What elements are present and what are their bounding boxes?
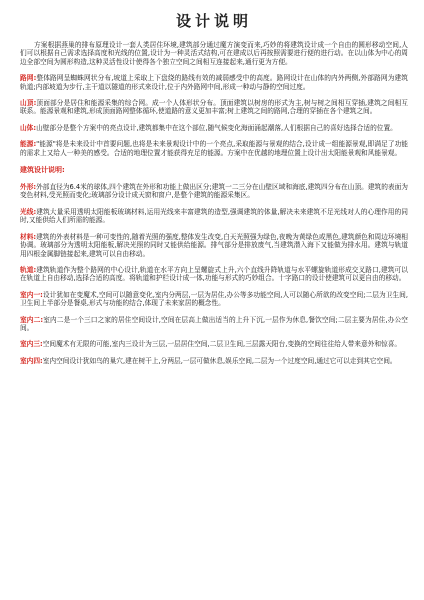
section-label: 轨道: [20,265,37,274]
page-title: 设计说明 [175,12,252,30]
section-text: 室内二是一个三口之家的居住空间设计,空间在层高上做出适当的上升下沉,一层作为休息,餐饮空间;二层主要为居住,办公空间。 [20,315,408,332]
section-text: 整体路网呈蜘蛛网状分布,坡道上采取上下盘绕的路线有效的减弱感受中的高度。路网设计在山体的内外两侧,外部路网为建筑轨道;内部坡道为步行,主干道以隧道的形式来设计,位于内外路网中间,形成一种动与静的空间过度。 [20,74,408,91]
section-shape [20,183,408,200]
section-label: 山顶: [20,99,37,108]
building-design-heading: 建筑设计说明: [20,166,65,175]
section-text: 建筑大量采用透明太阳能板玻璃材料,运用光线来丰富建筑的造型,强调建筑的体量,解决未来建筑不足光线对人的心理作用的同时,又能供给人们所需的能源。 [20,207,408,225]
section-label: 山体: [20,123,37,132]
section-track [20,266,408,283]
section-interior-1 [20,291,408,308]
section-energy [20,140,408,157]
section-text: 山壁部分是整个方案中的亮点设计,建筑都集中在这个部位,随气候变化海面涌起潮落,人们根据自己的喜好选择合适的位置。 [36,123,397,132]
section-text: 设计犹如在变魔术,空间可以随意变化,室内分两层,一层为居住,办公等多功能空间,人可以随心所欲的改变空间;二层为卫生间,卫生间上半部分是餐桌,形式与功能的结合,体现了未来家居的概念性。 [20,290,408,308]
section-interior-2 [20,316,408,333]
section-label: 室内二: [20,315,44,324]
section-text: 外部直径为6.4米的球体,四个建筑在外形和功能上做出区分;建筑一二三分在山壁区域和海底,建筑四分布在山顶。建筑的表面为变色材料,受光照而变化;玻璃部分设计成天窗和窗户,是整个建筑的能源采集区。 [20,183,408,200]
section-text: 空间魔术有无限的可能,室内三设计为三层,一层居住空间,二层卫生间,三层露天阳台,变换的空间往往给人带来意外和惊喜。 [42,340,402,349]
section-text: "能源"将是未来设计中首要问题,也将是未来景观设计中的一个亮点,采取能源与景观的结合,设计成一组能源景观,即满足了功能的需求上又给人一种美的感受。合适的地理位置才能获得充足的能源。方案中在优越的地理位置上设计出太阳能景观和风能景观。 [20,140,408,157]
section-light [20,208,408,225]
section-text: 建筑的外表材料是一种可变性的,随着光照的强度,整体发生改变,白天光照强为绿色,夜晚为黄绿色或黑色,建筑颜色和周边环境相协调。玻璃部分为透明太阳能板,解决光照的同时又能供给能源。排气部分是排放废气,当建筑潜入海下又能做为排水用。建筑与轨道用四根金属脚链接起来,建筑可以自由移动。 [20,232,408,258]
building-sections [20,183,408,365]
section-interior-3 [20,340,408,348]
section-label: 能源: [20,140,37,149]
intro-paragraph: 方案根据燕巢的排布原理设计一套人类居住环境,建筑部分通过魔方演变而来,巧妙的将建筑设计成一个自由的圆形移动空间,人们可以根据自己需求选择高度和光线的位置,设计为一种灵活式结构,可在建成以后再按照需要进行便的进行动。在以山体为中心的周边全部空间为圆形构造,这种灵活性设计使得各个独立空间之间相互连接起来,通行更为方便。 [20,41,408,66]
section-label: 室内四: [20,356,43,365]
section-label: 光线: [20,207,37,216]
design-sections [20,74,408,157]
section-label: 外形: [20,183,37,192]
section-label: 材料: [20,232,37,241]
section-label: 室内三: [20,340,43,349]
section-text: 顶面部分是居住和能源采集的综合网。成一个人体形状分布。顶面建筑以树房的形式为主,树与树之间相互穿插,建筑之间相互联系。能源景观和建筑,形成顶面路网整体循环,使道路的意义更加丰富;树上建筑之间的路网,合理的穿插在各个建筑之间。 [20,99,408,116]
section-text: 建筑轨道作为整个路网的中心设计,轨道在水平方向上呈螺旋式上升,六个直线升降轨道与水平螺旋轨道形成交叉路口,建筑可以在轨道上自由移动,选择合适的高度。将轨道和护栏设计成一体,功能与形式的巧妙组合。十字路口的设计使建筑可以更自由的移动。 [20,265,408,283]
section-interior-4 [20,357,408,365]
section-label: 路网: [20,74,37,83]
section-label: 室内一: [20,290,43,299]
section-material [20,233,408,258]
section-text: 室内空间设计犹如鸟的巢穴,建在树干上,分两层,一层可做休息,娱乐空间,二层为一个过度空间,通过它可以走到其它空间。 [42,356,397,365]
section-mountain-body [20,124,408,132]
section-mountain-top [20,99,408,116]
section-road-network [20,74,408,91]
